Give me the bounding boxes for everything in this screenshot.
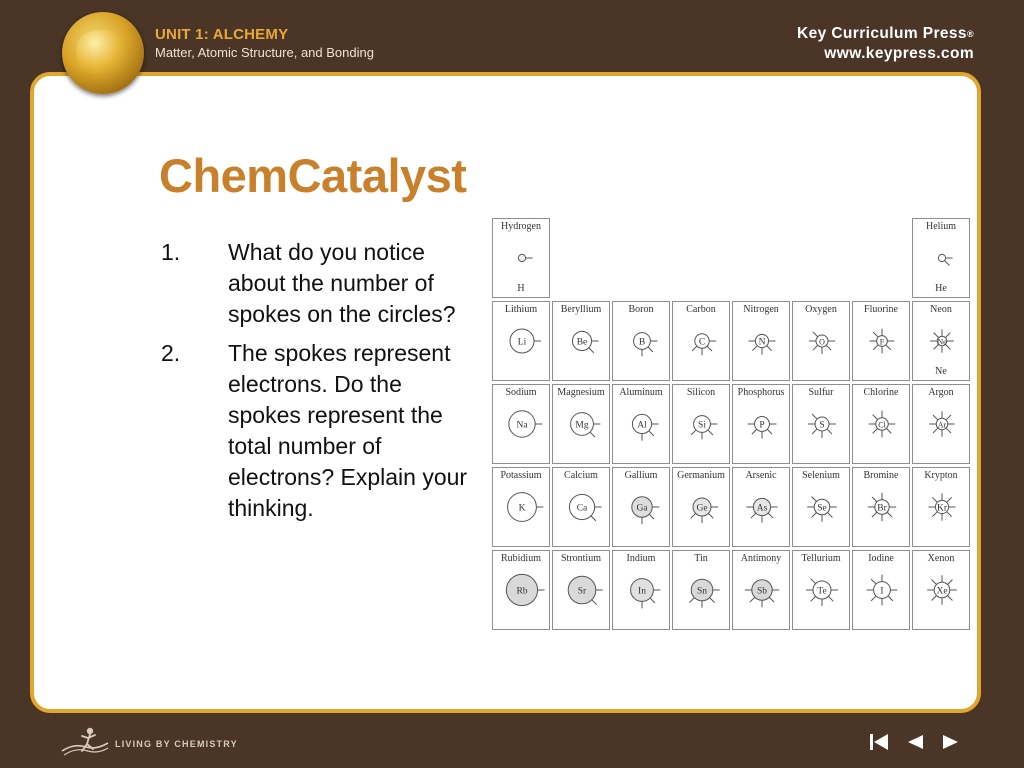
electron-dot-icon <box>802 570 842 610</box>
electron-dot-icon <box>502 238 542 278</box>
electron-spoke <box>650 598 655 603</box>
element-cell-selenium <box>792 467 850 547</box>
core-symbol: Sn <box>696 586 708 597</box>
electron-spoke <box>886 428 891 433</box>
element-name: Boron <box>628 304 654 315</box>
electron-spoke <box>828 596 833 601</box>
electron-spoke <box>812 497 817 502</box>
electron-spoke <box>649 514 654 519</box>
slide-navigation <box>868 732 962 752</box>
element-name: Chlorine <box>863 387 899 398</box>
electron-spoke <box>933 415 938 420</box>
electron-spoke <box>752 346 757 351</box>
core-symbol: Ca <box>576 503 588 514</box>
core-symbol: Sr <box>577 586 587 597</box>
core-symbol: Br <box>877 503 887 514</box>
element-name: Germanium <box>677 470 725 481</box>
electron-spoke <box>812 429 817 434</box>
element-cell-tin <box>672 550 730 630</box>
electron-spoke <box>813 345 818 350</box>
question-item <box>161 237 479 330</box>
electron-dot-icon <box>502 570 542 610</box>
electron-spoke <box>811 579 816 584</box>
electron-dot-icon <box>502 487 542 527</box>
electron-spoke <box>947 512 952 517</box>
electron-spoke <box>692 346 697 351</box>
electron-spoke <box>948 580 953 585</box>
element-cell-sulfur <box>792 384 850 464</box>
electron-spoke <box>947 497 952 502</box>
element-cell-rubidium <box>492 550 550 630</box>
core-symbol: O <box>819 337 825 347</box>
electron-dot-icon <box>562 321 602 361</box>
element-name: Sodium <box>505 387 537 398</box>
element-name: Selenium <box>802 470 840 481</box>
element-name: Helium <box>926 221 956 232</box>
question-number: 2. <box>161 340 181 366</box>
electron-dot-icon <box>562 487 602 527</box>
element-name: Oxygen <box>805 304 837 315</box>
publisher-name: Key Curriculum Press <box>796 25 967 42</box>
electron-dot-icon <box>682 487 722 527</box>
publisher-name-line <box>797 24 974 44</box>
element-name: Indium <box>626 553 656 564</box>
core-symbol: S <box>819 420 825 431</box>
electron-spoke <box>710 598 715 603</box>
electron-spoke <box>828 513 833 518</box>
electron-dot-icon <box>922 238 962 278</box>
element-cell-gallium <box>612 467 670 547</box>
electron-dot-icon <box>622 487 662 527</box>
element-name: Neon <box>930 304 952 315</box>
element-cell-helium <box>912 218 970 298</box>
core-symbol: Se <box>817 503 827 514</box>
electron-dot-icon <box>622 404 662 444</box>
question-text: The spokes represent electrons. Do the spokes represent the total number of electrons? Explain your thinking. <box>228 340 468 521</box>
previous-slide-button[interactable] <box>904 732 926 752</box>
element-name: Lithium <box>504 304 538 315</box>
core-symbol: Kr <box>936 503 948 514</box>
electron-spoke <box>948 596 953 601</box>
element-name: Arsenic <box>745 470 777 481</box>
element-cell-silicon <box>672 384 730 464</box>
core-symbol: In <box>638 586 646 597</box>
electron-dot-icon <box>502 404 542 444</box>
registered-mark: ® <box>966 29 974 39</box>
element-name: Tellurium <box>801 553 841 564</box>
element-name: Strontium <box>560 553 601 564</box>
core-symbol: C <box>698 337 706 348</box>
electron-spoke <box>769 597 774 602</box>
footer-brand: LIVING BY CHEMISTRY <box>115 739 238 749</box>
element-name: Bromine <box>863 470 899 481</box>
element-cell-arsenic <box>732 467 790 547</box>
element-cell-sodium <box>492 384 550 464</box>
electron-spoke <box>648 347 653 352</box>
element-cell-nitrogen <box>732 301 790 381</box>
element-name: Krypton <box>924 470 958 481</box>
electron-dot-icon <box>622 321 662 361</box>
element-cell-bromine <box>852 467 910 547</box>
electron-dot-icon <box>922 404 962 444</box>
element-name: Beryllium <box>560 304 602 315</box>
electron-spoke <box>707 346 712 351</box>
slide-title: ChemCatalyst <box>159 149 467 202</box>
core-symbol: Sb <box>756 586 768 597</box>
element-cell-phosphorus <box>732 384 790 464</box>
core-symbol: I <box>880 586 884 597</box>
core-symbol: Ar <box>937 420 947 430</box>
electron-spoke <box>750 597 755 602</box>
element-name: Calcium <box>564 470 598 481</box>
element-cell-antimony <box>732 550 790 630</box>
electron-spoke <box>590 432 595 437</box>
element-symbol: He <box>935 283 947 294</box>
element-name: Argon <box>928 387 954 398</box>
electron-spoke <box>768 513 773 518</box>
first-slide-button[interactable] <box>868 732 890 752</box>
element-cell-iodine <box>852 550 910 630</box>
electron-dot-icon <box>682 570 722 610</box>
electron-dot-icon <box>682 321 722 361</box>
living-by-chemistry-logo-icon <box>60 725 110 759</box>
electron-spoke <box>945 261 950 266</box>
electron-spoke <box>871 579 876 584</box>
electron-spoke <box>888 596 893 601</box>
element-name: Rubidium <box>500 553 541 564</box>
publisher-block <box>797 24 974 64</box>
element-name: Tin <box>694 553 708 564</box>
electron-spoke <box>946 415 951 420</box>
core-symbol: Be <box>576 337 588 348</box>
element-symbol: H <box>517 283 525 294</box>
slide-panel <box>30 72 981 713</box>
element-name: Hydrogen <box>501 221 541 232</box>
element-cell-hydrogen <box>492 218 550 298</box>
electron-dot-icon <box>622 570 662 610</box>
element-name: Phosphorus <box>737 387 785 398</box>
electron-spoke <box>751 513 756 518</box>
core-symbol: As <box>756 503 768 514</box>
element-name: Magnesium <box>557 387 605 398</box>
electron-dot-icon <box>742 570 782 610</box>
electron-dot-icon <box>802 487 842 527</box>
element-name: Nitrogen <box>743 304 779 315</box>
unit-title: UNIT 1: ALCHEMY <box>155 26 289 43</box>
core-symbol: N <box>758 337 766 348</box>
core-symbol: Rb <box>516 586 528 597</box>
atom-core <box>938 254 945 261</box>
electron-spoke <box>767 346 772 351</box>
element-name: Aluminum <box>619 387 663 398</box>
electron-spoke <box>872 497 877 502</box>
electron-spoke <box>649 431 654 436</box>
electron-spoke <box>812 513 817 518</box>
element-cell-calcium <box>552 467 610 547</box>
element-name: Fluorine <box>864 304 898 315</box>
electron-spoke <box>813 332 818 337</box>
electron-dot-icon <box>742 321 782 361</box>
core-symbol: B <box>638 337 646 348</box>
electron-spoke <box>873 415 878 420</box>
core-symbol: Ge <box>696 503 708 514</box>
publisher-url[interactable]: www.keypress.com <box>824 45 974 62</box>
electron-dot-icon <box>742 487 782 527</box>
unit-subtitle: Matter, Atomic Structure, and Bonding <box>155 45 374 60</box>
electron-spoke <box>872 512 877 517</box>
core-symbol: Ga <box>636 503 648 514</box>
core-symbol: Cl <box>878 420 886 430</box>
element-cell-potassium <box>492 467 550 547</box>
element-symbol: Ne <box>935 366 947 377</box>
core-symbol: Xe <box>936 586 948 597</box>
element-cell-germanium <box>672 467 730 547</box>
electron-spoke <box>589 348 594 353</box>
core-symbol: Ne <box>937 337 947 347</box>
electron-dot-icon <box>922 570 962 610</box>
element-cell-krypton <box>912 467 970 547</box>
electron-dot-icon <box>922 487 962 527</box>
electron-spoke <box>887 512 892 517</box>
element-cell-boron <box>612 301 670 381</box>
element-name: Carbon <box>686 304 716 315</box>
electron-spoke <box>826 345 831 350</box>
electron-dot-icon <box>862 404 902 444</box>
electron-spoke <box>691 430 696 435</box>
electron-dot-icon <box>742 404 782 444</box>
element-cell-magnesium <box>552 384 610 464</box>
electron-spoke <box>752 429 757 434</box>
element-cell-chlorine <box>852 384 910 464</box>
element-name: Silicon <box>686 387 716 398</box>
element-cell-carbon <box>672 301 730 381</box>
next-slide-button[interactable] <box>940 732 962 752</box>
gold-nugget-logo <box>62 12 144 94</box>
element-cell-neon <box>912 301 970 381</box>
element-name: Iodine <box>868 553 894 564</box>
periodic-table-figure <box>490 216 970 634</box>
electron-spoke <box>811 596 816 601</box>
skip-to-first-icon <box>869 733 889 751</box>
electron-spoke <box>691 513 696 518</box>
electron-dot-icon <box>862 321 902 361</box>
core-symbol: Na <box>516 420 528 431</box>
electron-spoke <box>932 580 937 585</box>
question-list <box>161 237 479 532</box>
core-symbol: Te <box>817 586 827 597</box>
electron-spoke <box>827 429 832 434</box>
electron-spoke <box>689 598 694 603</box>
electron-spoke <box>592 600 597 605</box>
element-cell-tellurium <box>792 550 850 630</box>
core-symbol: Mg <box>575 420 589 431</box>
electron-dot-icon <box>562 404 602 444</box>
element-name: Xenon <box>927 553 955 564</box>
question-text: What do you notice about the number of spokes on the circles? <box>228 239 456 327</box>
element-cell-indium <box>612 550 670 630</box>
electron-dot-icon <box>922 321 962 361</box>
core-symbol: K <box>518 503 526 514</box>
electron-spoke <box>886 345 891 350</box>
element-cell-strontium <box>552 550 610 630</box>
electron-spoke <box>873 332 878 337</box>
element-cell-argon <box>912 384 970 464</box>
electron-dot-icon <box>862 487 902 527</box>
element-name: Gallium <box>624 470 658 481</box>
electron-spoke <box>946 428 951 433</box>
electron-dot-icon <box>502 321 542 361</box>
electron-spoke <box>591 516 596 521</box>
element-cell-beryllium <box>552 301 610 381</box>
element-name: Sulfur <box>808 387 834 398</box>
electron-dot-icon <box>682 404 722 444</box>
electron-spoke <box>812 414 817 419</box>
previous-arrow-icon <box>906 733 924 751</box>
core-symbol: Li <box>517 337 527 348</box>
electron-spoke <box>767 429 772 434</box>
electron-spoke <box>932 497 937 502</box>
element-cell-xenon <box>912 550 970 630</box>
atom-core <box>518 254 525 261</box>
next-arrow-icon <box>942 733 960 751</box>
core-symbol: Si <box>698 420 706 431</box>
element-name: Antimony <box>740 553 782 564</box>
header-bar <box>0 0 1024 78</box>
electron-dot-icon <box>802 321 842 361</box>
element-cell-oxygen <box>792 301 850 381</box>
element-cell-lithium <box>492 301 550 381</box>
question-item <box>161 338 479 524</box>
electron-spoke <box>871 596 876 601</box>
element-cell-fluorine <box>852 301 910 381</box>
electron-dot-icon <box>562 570 602 610</box>
electron-dot-icon <box>802 404 842 444</box>
electron-spoke <box>873 345 878 350</box>
element-name: Potassium <box>500 470 542 481</box>
electron-dot-icon <box>862 570 902 610</box>
core-symbol: P <box>759 420 765 431</box>
core-symbol: F <box>879 337 885 347</box>
element-cell-aluminum <box>612 384 670 464</box>
core-symbol: Al <box>637 420 647 431</box>
electron-spoke <box>873 428 878 433</box>
question-number: 1. <box>161 239 181 265</box>
electron-spoke <box>708 430 713 435</box>
electron-spoke <box>708 513 713 518</box>
